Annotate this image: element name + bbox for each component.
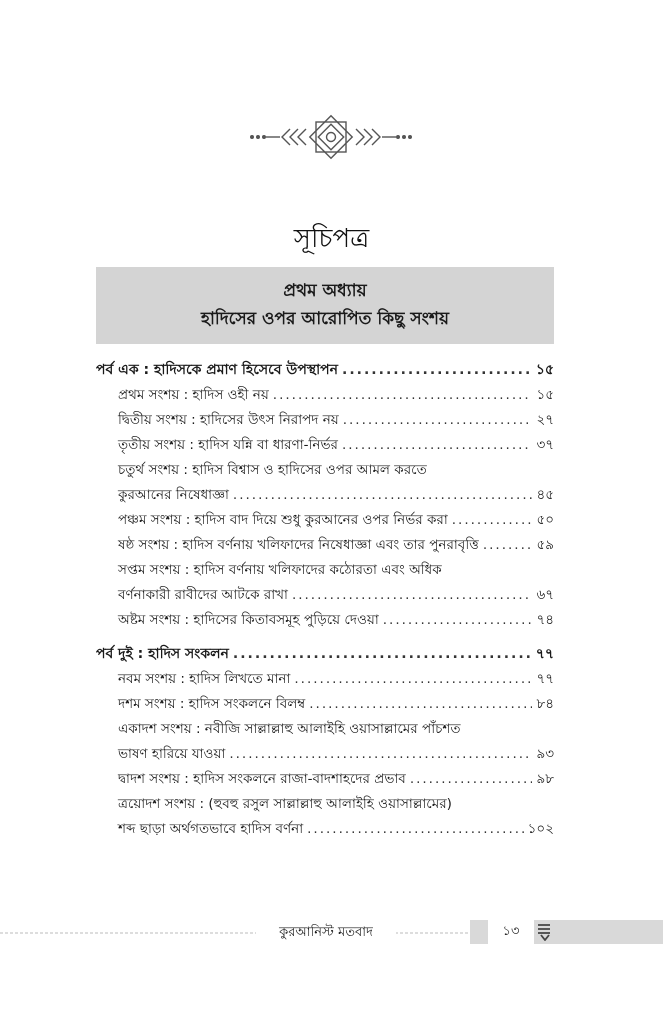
toc-entry-row[interactable] bbox=[96, 433, 554, 458]
toc-entry-title: নবম সংশয় : হাদিস লিখতে মানা bbox=[118, 671, 291, 687]
toc-entry-title: দশম সংশয় : হাদিস সংকলনে বিলম্ব bbox=[118, 696, 306, 712]
toc-dot-leader bbox=[233, 642, 532, 667]
star-octagon-ornament-icon bbox=[246, 114, 416, 160]
toc-entry-row[interactable] bbox=[96, 742, 554, 767]
toc-dot-leader bbox=[343, 408, 533, 433]
toc-entry-title: ভাষণ হারিয়ে যাওয়া bbox=[118, 746, 226, 762]
toc-entry-row[interactable] bbox=[96, 383, 554, 408]
chapter-header bbox=[96, 267, 554, 344]
footer-page-tab bbox=[470, 920, 663, 944]
toc-entry-row[interactable] bbox=[96, 583, 554, 608]
toc-entry-title: প্রথম সংশয় : হাদিস ওহী নয় bbox=[118, 387, 269, 403]
toc-dot-leader bbox=[309, 692, 532, 717]
toc-entry-title: দ্বাদশ সংশয় : হাদিস সংকলনে রাজা-বাদশাহদের প্রভাব bbox=[118, 771, 406, 787]
footer-book-title: কুরআনিস্ট মতবাদ bbox=[256, 920, 396, 946]
chapter-subtitle: হাদিসের ওপর আরোপিত কিছু সংশয় bbox=[201, 309, 449, 329]
toc-dot-leader bbox=[452, 508, 533, 533]
table-of-contents bbox=[96, 358, 554, 842]
toc-dot-leader bbox=[292, 583, 533, 608]
toc-dot-leader bbox=[294, 667, 532, 692]
toc-page-number: ৯৩ bbox=[536, 746, 554, 762]
toc-entry-title: পর্ব এক : হাদিসকে প্রমাণ হিসেবে উপস্থাপন bbox=[96, 362, 339, 378]
toc-entry-line: চতুর্থ সংশয় : হাদিস বিশ্বাস ও হাদিসের ওপর আমল করতে bbox=[118, 462, 427, 478]
toc-entry-title: দ্বিতীয় সংশয় : হাদিসের উৎস নিরাপদ নয় bbox=[118, 412, 339, 428]
toc-entry-row[interactable] bbox=[96, 692, 554, 717]
toc-page-number: ২৭ bbox=[536, 412, 554, 428]
bookmark-arrow-icon bbox=[536, 923, 554, 941]
toc-entry-title: ষষ্ঠ সংশয় : হাদিস বর্ণনায় খলিফাদের নিষেধাজ্ঞা এবং তার পুনরাবৃত্তি bbox=[118, 537, 479, 553]
toc-entry-row[interactable] bbox=[96, 533, 554, 558]
toc-entry-title: অষ্টম সংশয় : হাদিসের কিতাবসমূহ পুড়িয়ে দেওয়া bbox=[118, 612, 379, 628]
toc-dot-leader bbox=[342, 358, 532, 383]
toc-dot-leader bbox=[410, 767, 533, 792]
toc-page-number: ৮৪ bbox=[536, 696, 554, 712]
toc-dot-leader bbox=[383, 608, 533, 633]
toc-page-number: ৫০ bbox=[536, 512, 554, 528]
toc-dot-leader bbox=[342, 433, 532, 458]
toc-page-number: ৩৭ bbox=[536, 437, 554, 453]
toc-page-number: ৭৭ bbox=[536, 671, 554, 687]
toc-entry-title: কুরআনের নিষেধাজ্ঞা bbox=[118, 487, 229, 503]
toc-entry-title: তৃতীয় সংশয় : হাদিস যন্নি বা ধারণা-নির্ভর bbox=[118, 437, 338, 453]
toc-entry-row[interactable] bbox=[96, 483, 554, 508]
toc-entry-line: একাদশ সংশয় : নবীজি সাল্লাল্লাহু আলাইহি ওয়াসাল্লামের পাঁচশত bbox=[118, 721, 461, 737]
toc-page-number: ৬৭ bbox=[536, 587, 554, 603]
toc-part-row[interactable] bbox=[96, 358, 554, 383]
toc-page-number: ১০২ bbox=[527, 821, 554, 837]
toc-dot-leader bbox=[233, 483, 533, 508]
toc-page-number: ৫৯ bbox=[536, 537, 554, 553]
toc-dot-leader bbox=[273, 383, 533, 408]
toc-entry-title: পর্ব দুই : হাদিস সংকলন bbox=[96, 646, 229, 662]
toc-page-number: ১৫ bbox=[535, 362, 554, 378]
page-title: সূচিপত্র bbox=[293, 224, 370, 254]
chapter-label: প্রথম অধ্যায় bbox=[283, 281, 367, 301]
toc-dot-leader bbox=[307, 817, 524, 842]
toc-entry-row[interactable] bbox=[96, 508, 554, 533]
toc-entry-line: সপ্তম সংশয় : হাদিস বর্ণনায় খলিফাদের কঠোরতা এবং অধিক bbox=[118, 562, 442, 578]
toc-dot-leader bbox=[229, 742, 532, 767]
footer-page-number: ১৩ bbox=[488, 920, 534, 944]
toc-page-number: ১৫ bbox=[536, 387, 554, 403]
toc-dot-leader bbox=[483, 533, 533, 558]
toc-entry-line: ত্রয়োদশ সংশয় : (হুবহু রসুল সাল্লাল্লাহু আলাইহি ওয়াসাল্লামের) bbox=[118, 796, 452, 812]
toc-page-number: ৯৮ bbox=[536, 771, 554, 787]
toc-entry-row[interactable] bbox=[96, 608, 554, 633]
toc-entry-row[interactable] bbox=[96, 667, 554, 692]
toc-entry-row[interactable] bbox=[96, 817, 554, 842]
toc-entry-row[interactable] bbox=[96, 408, 554, 433]
toc-entry-row[interactable] bbox=[96, 767, 554, 792]
toc-page-number: ৪৫ bbox=[536, 487, 554, 503]
toc-part-row[interactable] bbox=[96, 642, 554, 667]
toc-entry-title: শব্দ ছাড়া অর্থগতভাবে হাদিস বর্ণনা bbox=[118, 821, 304, 837]
toc-page-number: ৭৭ bbox=[535, 646, 554, 662]
toc-page-number: ৭৪ bbox=[536, 612, 554, 628]
toc-entry-title: বর্ণনাকারী রাবীদের আটকে রাখা bbox=[118, 587, 288, 603]
toc-entry-title: পঞ্চম সংশয় : হাদিস বাদ দিয়ে শুধু কুরআনের ওপর নির্ভর করা bbox=[118, 512, 448, 528]
toc-part-gap bbox=[96, 633, 554, 642]
